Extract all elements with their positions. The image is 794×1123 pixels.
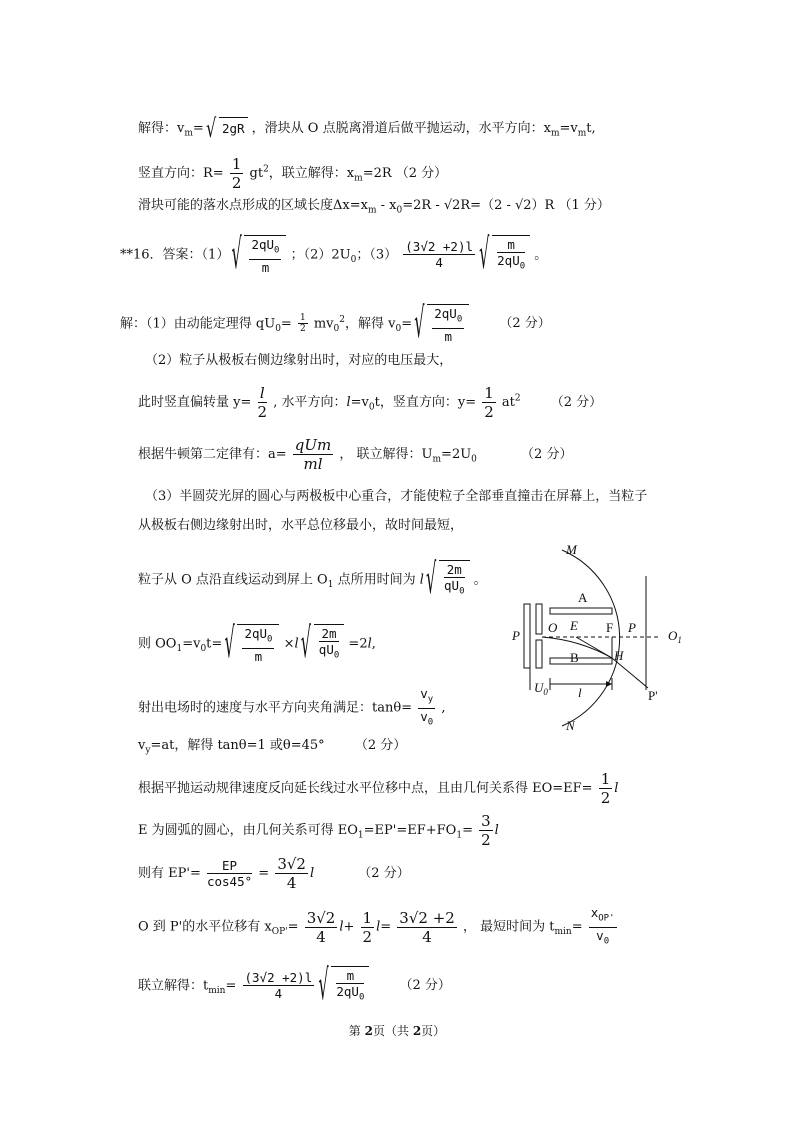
fraction-xOP-v0: $\frac{x_{OP'}}{v_0}$ [590, 905, 615, 946]
sqrt-2qU0-m: √ $\frac{2qU_0}{m}$ [233, 235, 286, 275]
sqrt-2m-qU0: √ $\frac{2m}{qU_0}$ [428, 560, 469, 600]
fraction-answer: $\frac{(3√2 +2)l}{4}$ [405, 239, 473, 271]
plate-A [550, 608, 612, 614]
plate-P [524, 604, 530, 668]
solution-part3-line5: 射出电场时的速度与水平方向夹角满足：tanθ= $\frac{v_y}{v_0}$ , [138, 686, 445, 730]
fraction-l-over-2: $\frac{l}{2}$ [257, 384, 268, 421]
q16-answer: **16．答案：（1） √ $\frac{2qU_0}{m}$ ；$(2)2U_0$；（3） $\frac{(3√2 +2)l}{4}$ √ $\frac{m}{2qU_0}$ 。 [120, 235, 547, 275]
sqrt-m-2qU0: √ $\frac{m}{2qU_0}$ [481, 235, 530, 275]
solution-part2-title: （2）粒子从极板右侧边缘射出时，对应的电压最大， [145, 353, 453, 368]
extension-line [576, 637, 612, 658]
label-O1: $O_1$ [668, 628, 682, 645]
physics-diagram [500, 540, 700, 740]
solution-part3-line7: 根据平抛运动规律速度反向延长线过水平位移中点，且由几何关系得 EO=EF= $\frac{1}{2}$ l [138, 770, 619, 807]
fraction-half-3: $\frac{1}{2}$ [600, 770, 611, 807]
fraction-half: $\frac{1}{2}$ [231, 155, 242, 192]
solution-part3-line1: （3）半圆荧光屏的圆心与两极板中心重合，才能使粒子全部垂直撞击在屏幕上，当粒子 [145, 489, 648, 504]
line-vertical-direction: 竖直方向：R= $\frac{1}{2}$ $gt^2$，联立解得：$x_m=2R$ （2 分） [138, 155, 448, 192]
plate-P-inner2 [536, 640, 542, 668]
fraction-3root2-over-4: $\frac{3√2}{4}$ [277, 855, 306, 892]
label-l: l [578, 685, 582, 700]
solution-part3-line3: 粒子从 O 点沿直线运动到屏上 $O_1$ 点所用时间为 l √ $\frac{2m}{qU_0}$ 。 [138, 560, 487, 600]
solution-part3-line2: 从极板右侧边缘射出时，水平总位移最小，故时间最短， [138, 518, 464, 533]
plate-P-inner [536, 604, 542, 634]
fraction-half-4: $\frac{1}{2}$ [362, 908, 373, 946]
sqrt-2qU0-m-b: √ $\frac{2qU_0}{m}$ [226, 624, 279, 664]
fraction-3root2plus2-4: $\frac{3√2 +2}{4}$ [399, 908, 455, 946]
fraction-qUm-ml: $\frac{\text{qUm}}{ml}$ [294, 436, 332, 473]
sqrt-2m-qU0-b: √ $\frac{2m}{qU_0}$ [303, 624, 344, 664]
label-Pprime: P' [648, 688, 658, 703]
solution-part3-line8: E 为圆弧的圆心，由几何关系可得 $EO_1=EP'=EF+FO_1=$ $\frac{3}{2}$ l [138, 812, 499, 849]
fraction-vy-v0: $\frac{v_y}{v_0}$ [420, 686, 434, 727]
solution-part3-line11: 联立解得：$t_{min}=$ $\frac{(3√2 +2)l}{4}$ √ $\frac{m}{2qU_0}$ （2 分） [138, 966, 451, 1006]
label-E: E [570, 618, 578, 633]
solution-part3-line4: 则 $OO_1=v_0t=$ √ $\frac{2qU_0}{m}$ ×l √ $\frac{2m}{qU_0}$ =2l, [138, 624, 376, 664]
solution-part1: 解：（1）由动能定理得 $qU_0=$ $\frac{1}{2}$ $mv_0^2$，解得 $v_0=$ √ $\frac{2qU_0}{m}$ （2 分） [120, 304, 551, 344]
total-pages: 2 [412, 1024, 422, 1038]
solution-part3-line6: $v_y=at$，解得 tanθ=1 或θ=45° （2 分） [138, 738, 407, 756]
label-P-right: P [628, 620, 636, 635]
label-U0: $U_0$ [534, 680, 548, 697]
line-region-length: 滑块可能的落水点形成的区域长度$\Delta x=x_m - x_0=2R - √2R=(2 - √2)R$ （1 分） [138, 198, 610, 216]
label-H: H [614, 648, 624, 663]
label-M: M [566, 542, 577, 557]
solution-part2-line1: 此时竖直偏转量 y= $\frac{l}{2}$ , 水平方向：$l=v_0t$，竖直方向：y= $\frac{1}{2}$ $at^2$ （2 分） [138, 384, 603, 421]
fraction-tmin: $\frac{(3√2 +2)l}{4}$ [244, 970, 313, 1002]
sqrt-2gR: √ 2gR [208, 117, 248, 140]
fraction-half-2: $\frac{1}{2}$ [484, 384, 494, 421]
label-B: B [570, 650, 579, 665]
fraction-3root2-4-b: $\frac{3√2}{4}$ [306, 908, 336, 946]
line-solve-vm: 解得：$v_m=$ √ 2gR ，滑块从 O 点脱离滑道后做平抛运动，水平方向：$x_m=v_mt$, [138, 117, 596, 144]
solution-part3-line10: O 到 P'的水平位移有 $x_{OP'}=$ $\frac{3√2}{4}$ l+ $\frac{1}{2}$ l= $\frac{3√2 +2}{4}$ ， 最短时间为 $t_{min}=$ $\frac{x_{OP'}}{v_0}$ [138, 905, 619, 949]
label-O: O [548, 620, 558, 635]
sqrt-m-2qU0-final: √ $\frac{m}{2qU_0}$ [320, 966, 369, 1006]
fraction-EP-cos45: $\frac{EP}{\cos 45^\circ}$ [206, 858, 253, 889]
solution-part3-line9: 则有 EP'= $\frac{EP}{\cos 45^\circ}$ = $\frac{3√2}{4}$ l （2 分） [138, 855, 410, 892]
fraction-3-over-2: $\frac{3}{2}$ [481, 812, 491, 849]
label-F: F [606, 620, 614, 635]
screen-arc [562, 550, 620, 726]
solution-part2-line2: 根据牛顿第二定律有：a= $\frac{\text{qUm}}{ml}$ ， 联立解得：$U_m=2U_0$ （2 分） [138, 436, 573, 473]
plate-B [550, 658, 612, 664]
label-P-left: P [512, 628, 520, 643]
sqrt-v0: √ $\frac{2qU_0}{m}$ [416, 304, 469, 344]
page-footer: 第 2页（共 2页） [348, 1024, 446, 1038]
label-N: N [566, 718, 575, 733]
current-page: 2 [364, 1024, 373, 1038]
label-A: A [578, 590, 588, 605]
fraction-half-small: $\frac{1}{2}$ [299, 313, 306, 335]
